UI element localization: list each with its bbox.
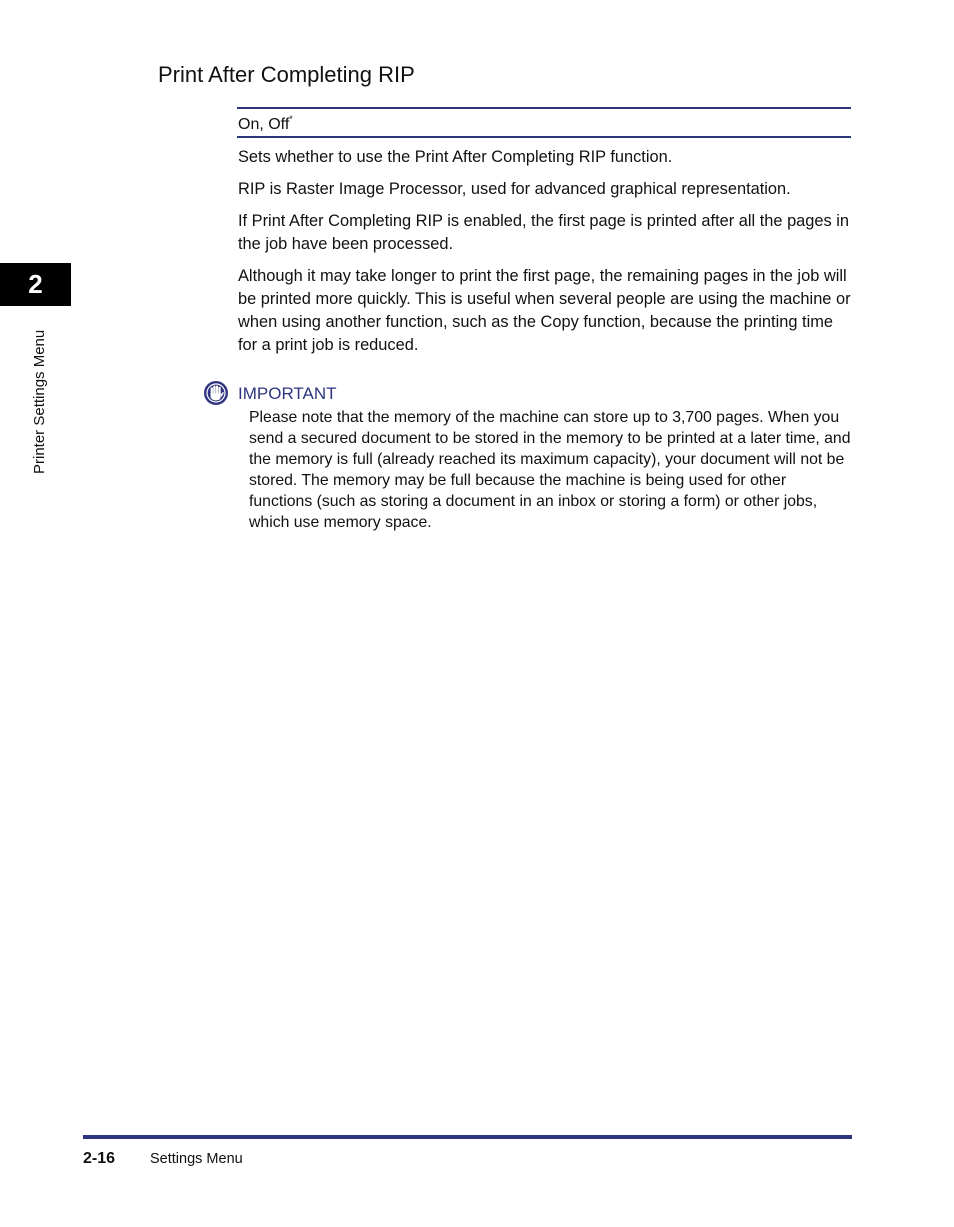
important-label: IMPORTANT: [238, 384, 337, 403]
settings-values-text: On, Off: [238, 116, 290, 133]
chapter-tab: [0, 263, 71, 306]
paragraph: RIP is Raster Image Processor, used for advanced graphical representation.: [238, 180, 791, 198]
page-number: 2-16: [83, 1150, 116, 1167]
settings-values-row: [237, 107, 851, 138]
footer-title: Settings Menu: [150, 1151, 243, 1167]
important-text: Please note that the memory of the machine can store up to 3,700 pages. When you send a secured document to be stored in the memory to be printed at a later time, and the memory is full (already reached its maximum capacity), your document will not be stored. The memory may be full because the machine is being used for other functions (such as storing a document in an inbox or storing a form) or other jobs, which use memory space.: [249, 409, 851, 531]
settings-values: [238, 114, 293, 134]
chapter-number: 2: [28, 269, 43, 299]
paragraph: If Print After Completing RIP is enabled, the first page is printed after all the pages in the job have been processed.: [238, 212, 850, 253]
paragraph: Sets whether to use the Print After Completing RIP function.: [238, 148, 673, 166]
paragraph: Although it may take longer to print the first page, the remaining pages in the job will be printed more quickly. This is useful when several people are using the machine or when using another function, such as the Copy function, because the printing time for a print job is reduced.: [238, 267, 851, 354]
description: [238, 146, 853, 366]
default-marker: *: [289, 114, 293, 124]
section-title: Print After Completing RIP: [158, 62, 415, 87]
footer-rule: [83, 1135, 852, 1139]
chapter-side-label: Printer Settings Menu: [31, 329, 48, 474]
hand-stop-icon: [203, 380, 229, 406]
